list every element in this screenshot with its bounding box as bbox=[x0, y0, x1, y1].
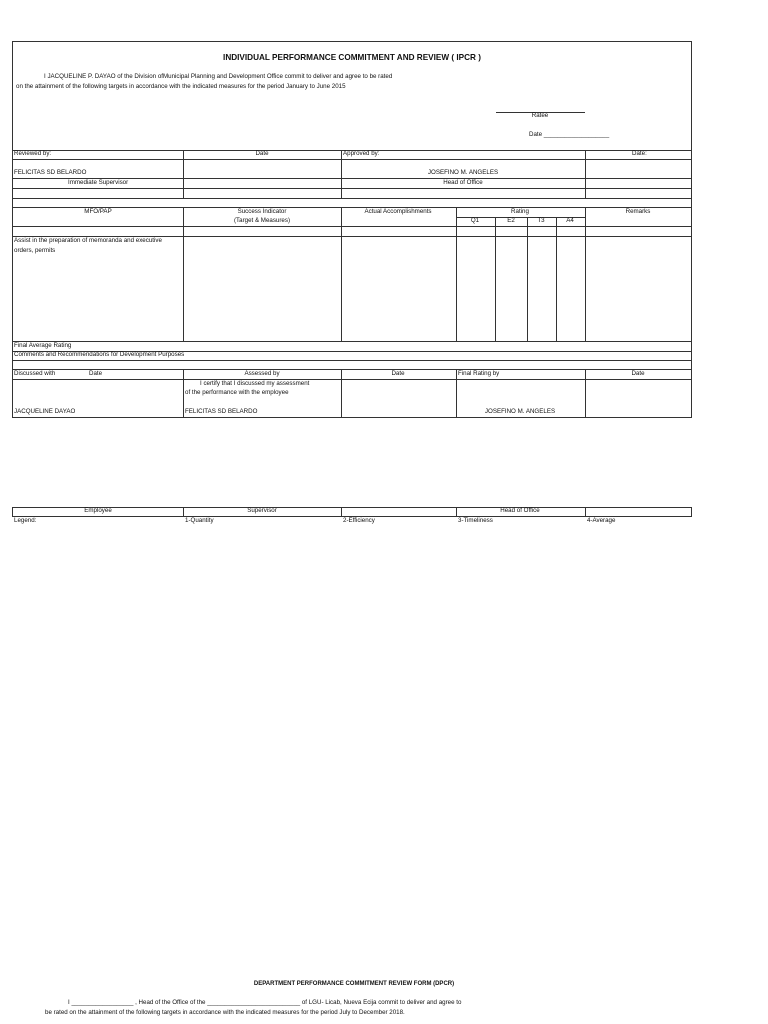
employee-box-label: Employee bbox=[84, 507, 112, 514]
dpcr-line-1: I __________________ , Head of the Office of the ___________________________ of LGU- Licab, Nueva Ecija commit to deliver and agree to bbox=[68, 999, 462, 1006]
col-actual-header: Actual Accomplishments bbox=[364, 208, 432, 215]
certify-line-1: I certify that I discussed my assessment bbox=[200, 380, 310, 387]
divider bbox=[12, 360, 692, 361]
rating-t3: T3 bbox=[537, 217, 545, 224]
final-date-label: Date bbox=[631, 370, 645, 377]
col-remarks-header: Remarks bbox=[625, 208, 651, 215]
divider bbox=[183, 507, 184, 516]
divider bbox=[691, 507, 692, 516]
head-name: JOSEFINO M. ANGELES bbox=[484, 408, 556, 415]
reviewer-title: Immediate Supervisor bbox=[68, 179, 129, 186]
divider bbox=[12, 198, 692, 199]
approver-title: Head of Office bbox=[443, 179, 483, 186]
legend-quantity: 1-Quantity bbox=[185, 517, 214, 524]
approver-name: JOSEFINO M. ANGELES bbox=[427, 169, 499, 176]
supervisor-box-label: Supervisor bbox=[247, 507, 277, 514]
head-box-label: Head of Office bbox=[500, 507, 540, 514]
reviewer-name: FELICITAS SD BELARDO bbox=[14, 169, 87, 176]
divider bbox=[585, 369, 586, 418]
rating-a4: A4 bbox=[566, 217, 574, 224]
col-success-subheader: (Target & Measures) bbox=[233, 217, 291, 224]
final-rating-by-label: Final Rating by bbox=[458, 370, 500, 377]
discussed-date-label: Date bbox=[89, 370, 103, 377]
dpcr-line-2: be rated on the attainment of the following targets in accordance with the indicated measures for the period July to December 2018. bbox=[45, 1009, 405, 1016]
supervisor-name: FELICITAS SD BELARDO bbox=[185, 408, 258, 415]
assessed-date-label: Date bbox=[391, 370, 405, 377]
divider bbox=[585, 207, 586, 341]
ratee-date: Date ___________________ bbox=[529, 131, 610, 138]
divider bbox=[456, 369, 457, 418]
divider bbox=[456, 207, 457, 341]
discussed-with-label: Discussed with bbox=[14, 370, 56, 377]
divider bbox=[12, 379, 692, 380]
divider bbox=[341, 369, 342, 418]
legend-label: Legend: bbox=[14, 517, 37, 524]
row1-mfo-line2: orders, permits bbox=[14, 247, 56, 254]
employee-name: JACQUELINE DAYAO bbox=[14, 408, 76, 415]
divider bbox=[456, 507, 457, 516]
dpcr-title: DEPARTMENT PERFORMANCE COMMITMENT REVIEW FORM (DPCR) bbox=[253, 981, 455, 987]
divider bbox=[12, 226, 692, 227]
divider bbox=[341, 150, 342, 198]
divider bbox=[495, 217, 496, 341]
col-rating-header: Rating bbox=[511, 208, 529, 215]
divider bbox=[183, 207, 184, 341]
divider bbox=[585, 507, 586, 516]
form-title: INDIVIDUAL PERFORMANCE COMMITMENT AND REVIEW ( IPCR ) bbox=[223, 53, 481, 62]
reviewed-by-label: Reviewed by: bbox=[14, 150, 52, 157]
ipcr-form-frame bbox=[12, 41, 692, 418]
legend-average: 4-Average bbox=[587, 517, 616, 524]
divider bbox=[12, 207, 692, 208]
col-mfo-header: MFO/PAP bbox=[84, 208, 112, 215]
ratee-label: Ratee bbox=[531, 112, 549, 119]
divider bbox=[12, 369, 692, 370]
divider bbox=[183, 369, 184, 418]
divider bbox=[585, 150, 586, 198]
commit-line-2: on the attainment of the following targets in accordance with the indicated measures for the period January to June 2015 bbox=[16, 83, 346, 90]
divider bbox=[12, 507, 13, 516]
reviewed-date-label: Date bbox=[255, 150, 269, 157]
col-success-header: Success Indicator bbox=[237, 208, 287, 215]
certify-line-2: of the performance with the employee bbox=[185, 389, 289, 396]
divider bbox=[12, 188, 692, 189]
legend-timeliness: 3-Timeliness bbox=[458, 517, 493, 524]
commit-line-1: I JACQUELINE P. DAYAO of the Division ofMunicipal Planning and Development Office commit to deliver and agree to be rated bbox=[44, 73, 393, 80]
divider bbox=[12, 159, 692, 160]
approved-by-label: Approved by: bbox=[343, 150, 380, 157]
assessed-by-label: Assessed by bbox=[244, 370, 280, 377]
divider bbox=[183, 150, 184, 198]
rating-e2: E2 bbox=[507, 217, 515, 224]
divider bbox=[12, 341, 692, 342]
divider bbox=[527, 217, 528, 341]
rating-q1: Q1 bbox=[470, 217, 480, 224]
approved-date-label: Date: bbox=[632, 150, 647, 157]
final-average-rating: Final Average Rating bbox=[14, 342, 72, 349]
divider bbox=[341, 507, 342, 516]
legend-efficiency: 2-Efficiency bbox=[343, 517, 375, 524]
row1-mfo-line1: Assist in the preparation of memoranda and executive bbox=[14, 237, 162, 244]
divider bbox=[12, 507, 692, 508]
divider bbox=[556, 217, 557, 341]
comments-label: Comments and Recommendations for Development Purposes bbox=[14, 351, 185, 358]
divider bbox=[341, 207, 342, 341]
